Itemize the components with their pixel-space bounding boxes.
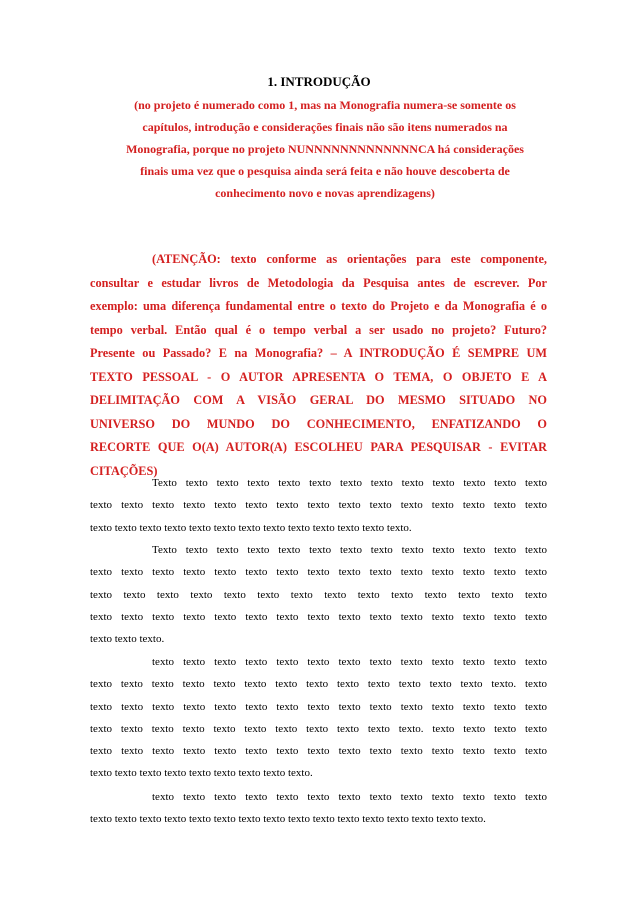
attention-line: tempo verbal. Então qual é o tempo verbal a ser usado no projeto? Futuro? — [90, 322, 547, 337]
attention-line: RECORTE QUE O(A) AUTOR(A) ESCOLHEU PARA PESQUISAR - EVITAR — [90, 440, 547, 454]
paragraph-line: Texto texto texto texto texto texto texto texto texto texto texto texto texto — [152, 544, 547, 556]
paragraph-line: texto texto texto texto texto texto texto texto texto texto texto texto texto texto texto — [90, 499, 547, 512]
body-paragraph-1 — [90, 472, 547, 539]
body-paragraph-4 — [90, 786, 547, 831]
note-line: Monografia, porque no projeto NUNNNNNNNNNNNNNCA há considerações — [126, 142, 524, 156]
paragraph-line: texto texto texto texto texto texto texto texto texto texto texto texto texto texto texto — [90, 700, 547, 713]
section-title: 1. INTRODUÇÃO — [267, 74, 371, 89]
note-line: (no projeto é numerado como 1, mas na Monografia numera-se somente os — [134, 98, 516, 112]
paragraph-line: texto texto texto texto texto texto texto texto texto texto texto. texto texto texto texto — [90, 722, 547, 735]
heading-note — [92, 94, 558, 204]
paragraph-line: texto texto texto. — [90, 633, 165, 646]
paragraph-line: texto texto texto texto texto texto texto texto texto texto texto texto texto — [152, 656, 547, 668]
paragraph-line: texto texto texto texto texto texto texto texto texto texto texto texto texto texto. texto — [90, 678, 547, 691]
note-line: finais uma vez que o pesquisa ainda será feita e não houve descoberta de — [140, 164, 510, 178]
attention-line: exemplo: uma diferença fundamental entre o texto do Projeto e da Monografia é o — [90, 299, 547, 313]
attention-line: DELIMITAÇÃO COM A VISÃO GERAL DO MESMO SITUADO NO — [90, 393, 547, 407]
note-line: capítulos, introdução e considerações finais não são itens numerados na — [142, 120, 508, 134]
paragraph-line: texto texto texto texto texto texto texto texto texto texto texto texto texto texto texto — [90, 745, 547, 758]
attention-line: UNIVERSO DO MUNDO DO CONHECIMENTO, ENFATIZANDO O — [90, 416, 547, 431]
attention-line: Presente ou Passado? E na Monografia? – A INTRODUÇÃO É SEMPRE UM — [90, 346, 547, 360]
attention-line: CITAÇÕES) — [90, 463, 158, 478]
attention-line: (ATENÇÃO: texto conforme as orientações para este componente, — [152, 252, 547, 266]
paragraph-line: texto texto texto texto texto texto texto texto texto. — [90, 767, 313, 780]
paragraph-line: texto texto texto texto texto texto texto texto texto texto texto texto texto texto texto — [90, 610, 547, 623]
paragraph-line: texto texto texto texto texto texto texto texto texto texto texto texto texto. — [90, 521, 412, 534]
paragraph-line: Texto texto texto texto texto texto texto texto texto texto texto texto texto — [152, 477, 547, 489]
paragraph-line: texto texto texto texto texto texto texto texto texto texto texto texto texto texto texto — [90, 566, 547, 579]
paragraph-line: texto texto texto texto texto texto texto texto texto texto texto texto texto texto texto texto. — [90, 813, 486, 826]
body-paragraph-3 — [90, 651, 547, 785]
attention-block — [90, 248, 547, 483]
paragraph-line: texto texto texto texto texto texto texto texto texto texto texto texto texto texto — [90, 588, 547, 601]
paragraph-line: texto texto texto texto texto texto texto texto texto texto texto texto texto — [152, 791, 547, 803]
note-line: conhecimento novo e novas aprendizagens) — [215, 186, 435, 200]
body-paragraph-2 — [90, 539, 547, 650]
attention-line: consultar e estudar livros de Metodologia da Pesquisa antes de escrever. Por — [90, 275, 547, 290]
attention-line: TEXTO PESSOAL - O AUTOR APRESENTA O TEMA, O OBJETO E A — [90, 369, 547, 384]
